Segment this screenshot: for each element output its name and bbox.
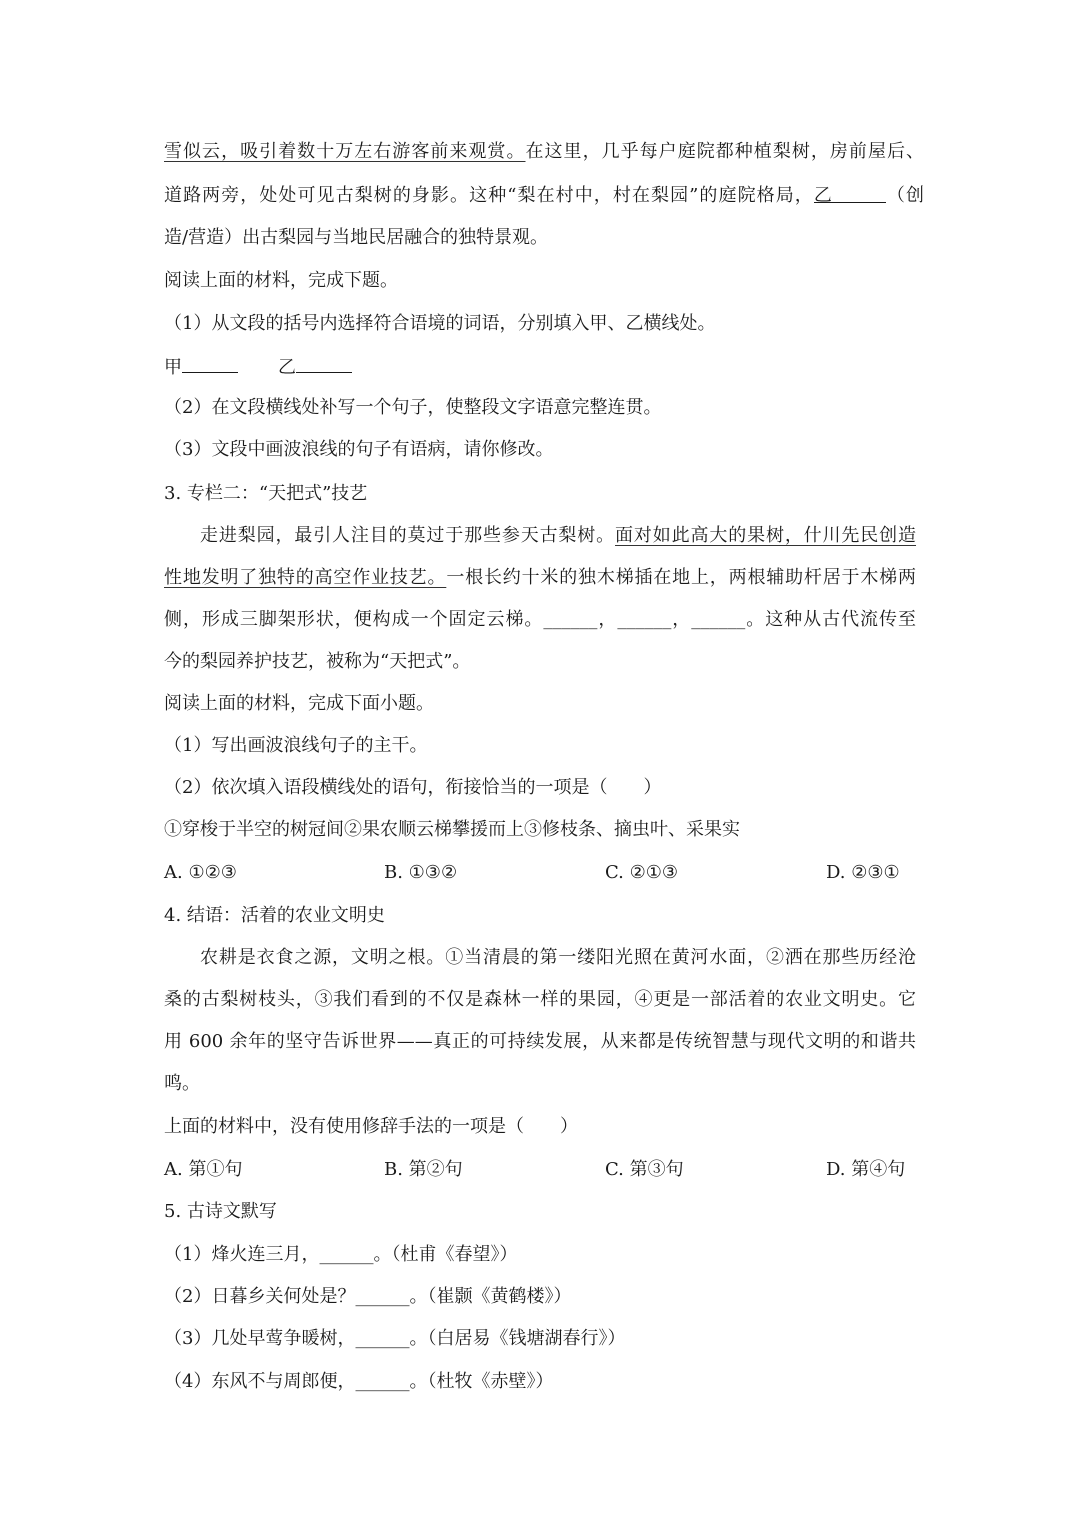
wavy-sentence: 面对如此高大的果树，什川先民创造 [615, 525, 917, 546]
q2-sub1: （1）从文段的括号内选择符合语境的词语，分别填入甲、乙横线处。 [164, 313, 716, 334]
option-c[interactable]: C. 第③句 [605, 1159, 684, 1180]
q2-passage-line-2: 道路两旁，处处可见古梨树的身影。这种“梨在村中，村在梨园”的庭院格局，乙 （创 [164, 185, 924, 206]
option-b[interactable]: B. 第②句 [384, 1159, 463, 1180]
q4-para-line-2: 桑的古梨树枝头，③我们看到的不仅是森林一样的果园，④更是一部活着的农业文明史。它 [164, 989, 916, 1010]
q3-options [164, 861, 924, 885]
q3-items: ①穿梭于半空的树冠间②果农顺云梯攀援而上③修枝条、摘虫叶、采果实 [164, 819, 740, 840]
blank-jia[interactable] [182, 354, 238, 373]
wavy-sentence: 雪似云，吸引着数十万左右游客前来观赏。 [164, 141, 526, 162]
q2-passage-line-3: 造/营造）出古梨园与当地民居融合的独特景观。 [164, 227, 549, 248]
q3-para-line-3: 侧，形成三脚架形状，便构成一个固定云梯。______，______，______。这种从古代流传至 [164, 609, 916, 630]
q3-sub1: （1）写出画波浪线句子的主干。 [164, 735, 428, 756]
q4-para-line-1: 农耕是衣食之源，文明之根。①当清晨的第一缕阳光照在黄河水面，②洒在那些历经沧 [200, 947, 916, 968]
option-a[interactable]: A. ①②③ [164, 862, 237, 883]
q5-item-4: （4）东风不与周郎便，______。（杜牧《赤壁》） [164, 1371, 554, 1392]
q2-sub3: （3）文段中画波浪线的句子有语病，请你修改。 [164, 439, 554, 460]
q3-para-line-4: 今的梨园养护技艺，被称为“天把式”。 [164, 651, 471, 672]
q5-item-3: （3）几处早莺争暖树，______。（白居易《钱塘湖春行》） [164, 1328, 626, 1349]
wavy-sentence: 性地发明了独特的高空作业技艺。 [164, 567, 447, 588]
q5-title: 5. 古诗文默写 [164, 1201, 277, 1222]
option-b[interactable]: B. ①③② [384, 862, 458, 883]
blank-yi[interactable]: 乙 [814, 184, 886, 203]
q5-item-2: （2）日暮乡关何处是？______。（崔颢《黄鹤楼》） [164, 1286, 572, 1307]
option-d[interactable]: D. ②③① [826, 862, 900, 883]
q3-intro: 阅读上面的材料，完成下面小题。 [164, 693, 434, 714]
q3-sub2: （2）依次填入语段横线处的语句，衔接恰当的一项是（ ） [164, 777, 662, 798]
q4-para-line-4: 鸣。 [164, 1073, 200, 1094]
q2-answer-row: 甲 乙 [164, 354, 924, 378]
blank-yi-answer[interactable] [296, 354, 352, 373]
option-a[interactable]: A. 第①句 [164, 1159, 243, 1180]
option-d[interactable]: D. 第④句 [826, 1159, 906, 1180]
q2-passage-line-1: 雪似云，吸引着数十万左右游客前来观赏。在这里，几乎每户庭院都种植梨树，房前屋后、 [164, 141, 925, 162]
q4-title: 4. 结语：活着的农业文明史 [164, 905, 385, 926]
q2-intro: 阅读上面的材料，完成下题。 [164, 270, 398, 291]
q3-para-line-1: 走进梨园，最引人注目的莫过于那些参天古梨树。面对如此高大的果树，什川先民创造 [200, 525, 917, 546]
q3-title: 3. 专栏二：“天把式”技艺 [164, 483, 368, 504]
q2-sub2: （2）在文段横线处补写一个句子，使整段文字语意完整连贯。 [164, 397, 662, 418]
q4-para-line-3: 用 600 余年的坚守告诉世界——真正的可持续发展，从来都是传统智慧与现代文明的和谐共 [164, 1031, 916, 1052]
q3-para-line-2: 性地发明了独特的高空作业技艺。一根长约十米的独木梯插在地上，两根辅助杆居于木梯两 [164, 567, 917, 588]
q4-options [164, 1158, 924, 1182]
q5-item-1: （1）烽火连三月，______。（杜甫《春望》） [164, 1244, 518, 1265]
q4-question: 上面的材料中，没有使用修辞手法的一项是（ ） [164, 1116, 578, 1137]
option-c[interactable]: C. ②①③ [605, 862, 678, 883]
